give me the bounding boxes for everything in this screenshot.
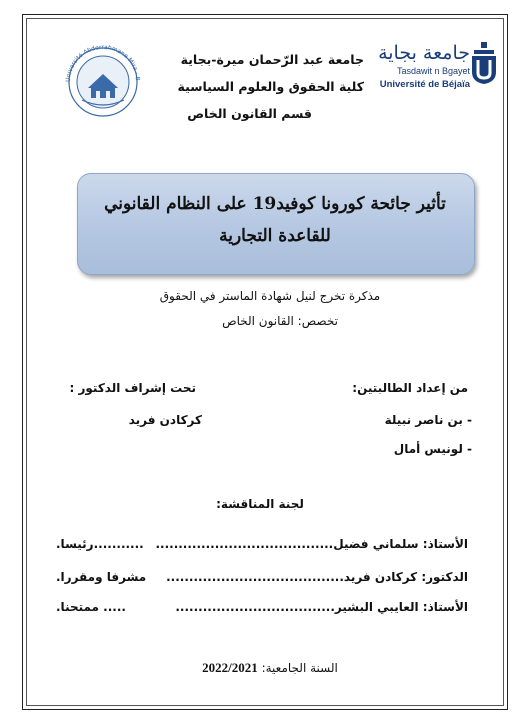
university-logo-icon [468, 40, 500, 86]
academic-year-label: السنة الجامعية: [261, 661, 338, 675]
thesis-description: مذكرة تخرج لنيل شهادة الماستر في الحقوق [159, 289, 381, 303]
faculty-name: كلية الحقوق والعلوم السياسية [177, 79, 364, 94]
uni-logo-berber: Tasdawit n Bgayet [396, 66, 470, 76]
jury-member [56, 600, 468, 614]
jury-member-name: الأستاذ: العايبي البشير................................... [175, 600, 468, 614]
jury-member-name: الأستاذ: سلماني فضيل....................................... [155, 537, 468, 551]
prepared-by-label: من إعداد الطالبتين: [352, 381, 468, 395]
uni-logo-french: Université de Béjaïa [379, 79, 470, 90]
student-name: - بن ناصر نبيلة [384, 413, 472, 427]
jury-member [56, 537, 468, 551]
thesis-title [85, 188, 465, 252]
seal-arc-text: Université Abderrahmane Mira - B [64, 43, 142, 83]
jury-member [56, 570, 468, 584]
jury-member-role: ..... ممتحنا. [56, 600, 126, 614]
supervisor-label: تحت إشراف الدكتور : [69, 381, 196, 395]
jury-member-role: ...........رئيسا. [56, 537, 144, 551]
supervisor-name: كركادن فريد [128, 413, 202, 427]
jury-member-role: مشرفا ومقررا. [56, 570, 147, 584]
thesis-title-line2: للقاعدة التجارية [219, 226, 331, 246]
specialty: تخصص: القانون الخاص [222, 314, 338, 328]
jury-title: لجنة المناقشة: [216, 497, 304, 511]
thesis-title-line1: تأثير جائحة كورونا كوفيد19 على النظام القانوني [104, 194, 446, 214]
university-name: جامعة عبد الرّحمان ميرة-بجاية [180, 52, 364, 67]
faculty-seal-icon [58, 38, 148, 118]
jury-member-name: الدكتور: كركادن فريد....................................... [166, 570, 468, 584]
academic-year [170, 660, 370, 676]
academic-year-value: 2022/2021 [202, 660, 258, 675]
department-name: قسم القانون الخاص [187, 106, 312, 121]
student-name: - لونيس أمال [393, 442, 472, 456]
uni-logo-arabic: جامعة بجاية [378, 42, 470, 64]
